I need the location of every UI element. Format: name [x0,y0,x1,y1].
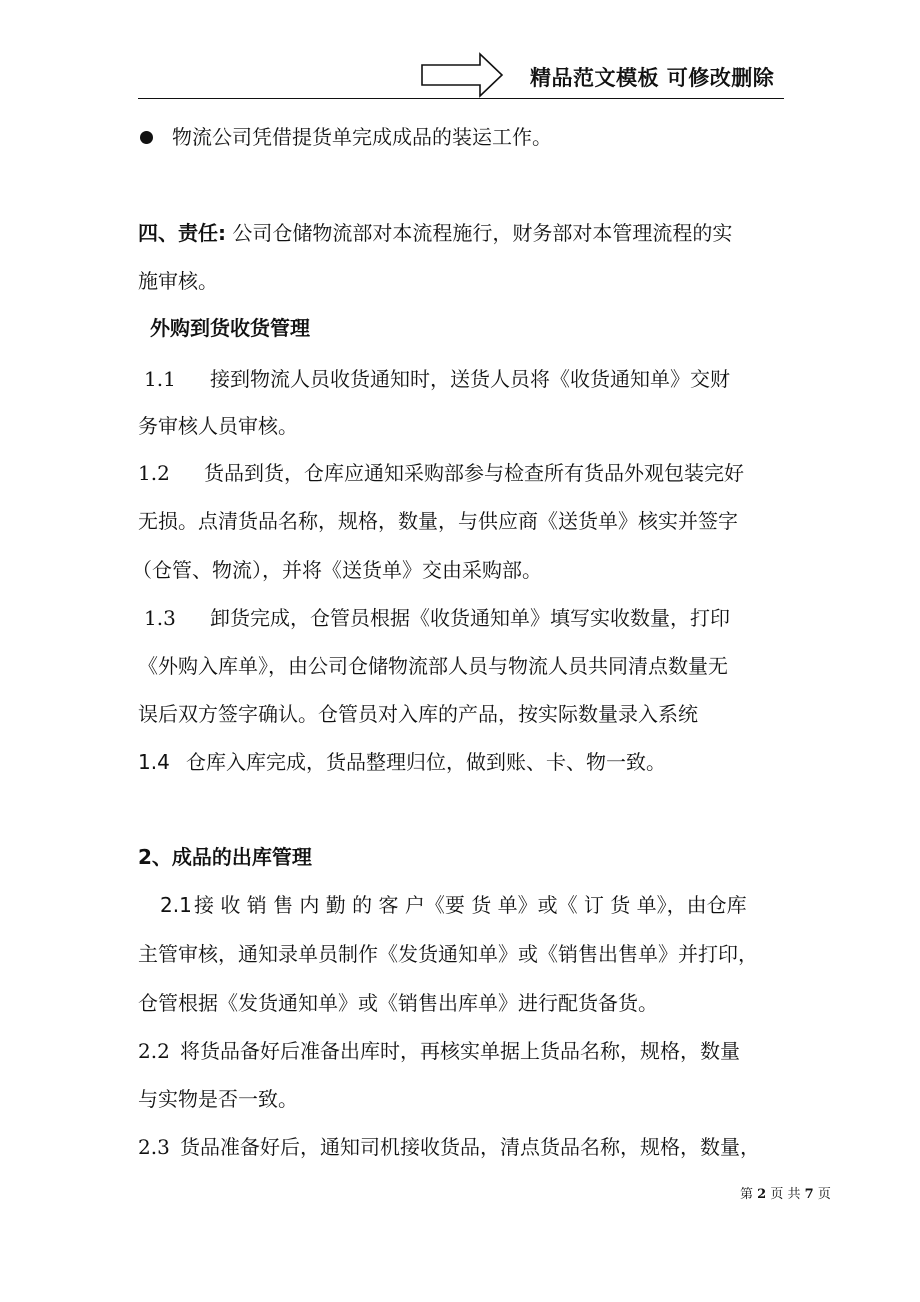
footer-prefix: 第 [740,1187,754,1202]
page-footer [740,1183,831,1202]
p1-4-line1: 仓库入库完成，货品整理归位，做到账、卡、物一致。 [186,750,666,774]
section4-text1: 公司仓储物流部对本流程施行，财务部对本管理流程的实 [226,221,733,245]
footer-suffix: 页 [817,1187,831,1202]
p2-1-num: 2.1 [160,893,192,917]
bullet-dot-icon [140,131,153,144]
p1-2-num: 1.2 [138,461,170,485]
p1-3-num: 1.3 [144,606,176,630]
section4-line2: 施审核。 [138,269,218,293]
p2-3-line1: 货品准备好后，通知司机接收货品，清点货品名称，规格，数量， [180,1135,760,1159]
p2-2-num: 2.2 [138,1039,170,1063]
p1-1-line2: 务审核人员审核。 [138,414,298,438]
p1-4-num: 1.4 [138,750,170,774]
p2-1-line3: 仓管根据《发货通知单》或《销售出库单》进行配货备货。 [138,991,658,1015]
p1-3-line1: 卸货完成，仓管员根据《收货通知单》填写实收数量，打印 [210,606,730,630]
section2-title: 2、成品的出库管理 [138,845,312,869]
p1-3-line2: 《外购入库单》，由公司仓储物流部人员与物流人员共同清点数量无 [138,654,728,678]
footer-page-number: 2 [757,1187,767,1202]
p1-2-line3: （仓管、物流），并将《送货单》交由采购部。 [132,558,542,582]
header-title: 精品范文模板 可修改删除 [530,66,775,90]
p2-3-num: 2.3 [138,1135,170,1159]
p1-2-line2: 无损。点清货品名称，规格，数量，与供应商《送货单》核实并签字 [138,509,738,533]
section4-label: 四、责任 [138,221,218,245]
section4-line1 [138,223,732,243]
p1-3-line3: 误后双方签字确认。仓管员对入库的产品，按实际数量录入系统 [138,702,698,726]
footer-total-pages: 7 [804,1187,814,1202]
bullet-item-text: 物流公司凭借提货单完成成品的装运工作。 [172,125,552,149]
p2-1-line1: 接 收 销 售 内 勤 的 客 户《要 货 单》或《 订 货 单》，由仓库 [194,893,747,917]
p1-1-line1: 接到物流人员收货通知时，送货人员将《收货通知单》交财 [210,367,730,391]
section4-colon: : [218,221,226,245]
footer-middle: 页 共 [770,1187,801,1202]
p1-2-line1: 货品到货，仓库应通知采购部参与检查所有货品外观包装完好 [204,461,744,485]
arrow-right-icon [420,52,504,98]
p2-1-line2: 主管审核，通知录单员制作《发货通知单》或《销售出售单》并打印， [138,942,758,966]
p2-2-line2: 与实物是否一致。 [138,1087,298,1111]
header-rule [138,98,784,99]
section1-title: 外购到货收货管理 [150,316,310,340]
p2-2-line1: 将货品备好后准备出库时，再核实单据上货品名称，规格，数量 [180,1039,740,1063]
p1-1-num: 1.1 [144,367,176,391]
